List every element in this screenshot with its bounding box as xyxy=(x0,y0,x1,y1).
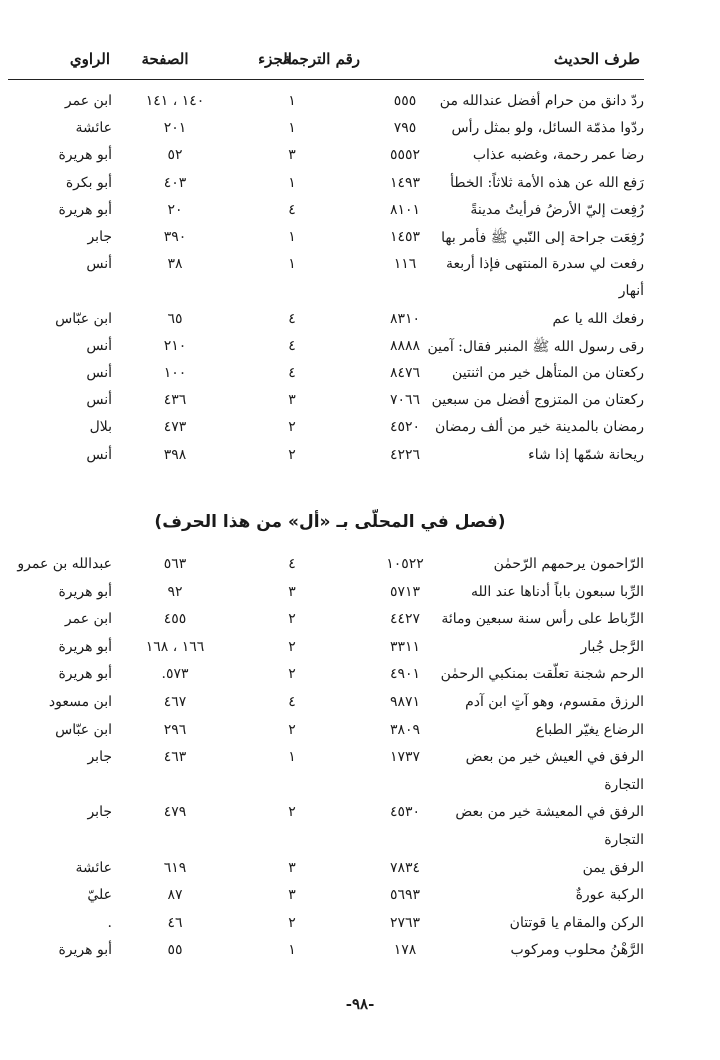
narrator-name: عبدالله بن عمرو xyxy=(17,556,112,572)
entry-number: ١١٦ xyxy=(393,256,417,273)
hadith-text: ريحانة شمّها إذا شاء xyxy=(528,446,644,463)
hadith-text: رضا عمر رحمة، وغضبه عذاب xyxy=(472,147,644,164)
narrator-name: أنس xyxy=(86,256,112,273)
volume-number: ٣ xyxy=(288,583,296,600)
page-reference: ١٦٦ ، ١٦٨ xyxy=(145,638,205,655)
page-reference: ٥٦٣ xyxy=(163,556,187,572)
page-reference: ٨٧ xyxy=(167,887,183,904)
narrator-name: أبو هريرة xyxy=(58,583,112,600)
hadith-text: رفعت لي سدرة المنتهى فإذا أربعة xyxy=(445,256,644,273)
entry-number: ٨٣١٠ xyxy=(389,310,421,327)
volume-number: ٤ xyxy=(288,310,296,327)
page-reference: ٦١٩ xyxy=(163,859,187,876)
hadith-text: الرّاحمون يرحمهم الرّحمٰن xyxy=(493,556,644,572)
page-reference: ٢١٠ xyxy=(163,337,187,354)
header-page: الصفحة xyxy=(141,50,189,68)
hadith-text: ردّ دانق من حرام أفضل عندالله من xyxy=(439,93,644,109)
narrator-name: جابر xyxy=(87,749,112,766)
volume-number: ٢ xyxy=(288,611,296,628)
narrator-name: . xyxy=(107,914,112,931)
entry-number: ٤٩٠١ xyxy=(389,666,421,683)
page-reference: ٤٦ xyxy=(167,914,183,931)
narrator-name: جابر xyxy=(87,804,112,821)
narrator-name: أبو بكرة xyxy=(65,174,112,191)
volume-number: ١ xyxy=(288,256,296,273)
page-reference: ٤٧٣ xyxy=(163,419,187,436)
hadith-text: الرَّهْنُ محلوب ومركوب xyxy=(510,942,644,959)
header-narrator: الراوي xyxy=(69,50,110,68)
hadith-text: الركن والمقام يا قوتتان xyxy=(509,914,644,931)
entry-number: ٣٣١١ xyxy=(389,638,421,655)
entry-number: ١٧٣٧ xyxy=(389,749,421,766)
volume-number: ٢ xyxy=(288,804,296,821)
page-reference: ٢٠ xyxy=(167,201,183,218)
narrator-name: ابن مسعود xyxy=(48,694,112,710)
narrator-name: أبو هريرة xyxy=(58,942,112,959)
volume-number: ٤ xyxy=(288,337,296,354)
narrator-name: ابن عبّاس xyxy=(55,721,112,738)
hadith-text: أنهار xyxy=(618,283,644,300)
volume-number: ١ xyxy=(288,942,296,959)
page-reference: ٤٥٥ xyxy=(163,611,187,628)
volume-number: ٤ xyxy=(288,201,296,218)
volume-number: ٣ xyxy=(288,147,296,164)
entry-number: ٥٦٩٣ xyxy=(389,887,421,904)
narrator-name: عائشة xyxy=(75,120,112,137)
hadith-text: الرِّباط على رأس سنة سبعين ومائة xyxy=(441,611,644,628)
page-reference: ٣٩٠ xyxy=(163,229,187,245)
entry-number: ٥٧١٣ xyxy=(389,583,421,600)
hadith-text: التجارة xyxy=(604,832,644,848)
volume-number: ٣ xyxy=(288,887,296,904)
narrator-name: أنس xyxy=(86,392,112,409)
volume-number: ١ xyxy=(288,229,296,245)
volume-number: ١ xyxy=(288,174,296,191)
header-hadith: طرف الحديث xyxy=(553,50,640,68)
hadith-text: رَفع الله عن هذه الأمة ثلاثاً: الخطأ xyxy=(450,174,644,191)
hadith-text: رمضان بالمدينة خير من ألف رمضان xyxy=(434,419,644,436)
entry-number: ٣٨٠٩ xyxy=(389,721,421,738)
page-reference: ٤٠٣ xyxy=(163,174,187,191)
volume-number: ١ xyxy=(288,120,296,137)
section-title: (فصل في المحلّى بـ «أل» من هذا الحرف) xyxy=(154,512,506,532)
narrator-name: ابن عمر xyxy=(64,611,112,628)
hadith-text: الرحم شجنة تعلّقت بمنكبي الرحمٰن xyxy=(440,666,644,683)
entry-number: ٤٥٣٠ xyxy=(389,804,421,821)
hadith-text: رقى رسول الله ﷺ المنبر فقال: آمين xyxy=(427,338,644,355)
narrator-name: أنس xyxy=(86,337,112,354)
volume-number: ٢ xyxy=(288,666,296,683)
page-reference: ٤٣٦ xyxy=(163,392,187,409)
hadith-text: الرِّبا سبعون باباً أدناها عند الله xyxy=(471,583,644,600)
entry-number: ١٧٨ xyxy=(393,942,417,959)
header-rule xyxy=(8,79,644,80)
hadith-text: الرفق يمن xyxy=(582,859,644,876)
entry-number: ٥٥٥٢ xyxy=(389,147,421,164)
page-reference: ٦٥ xyxy=(167,310,183,327)
entry-number: ٥٥٥ xyxy=(393,93,417,109)
entry-number: ٨٤٧٦ xyxy=(389,365,421,381)
narrator-name: أنس xyxy=(86,365,112,381)
entry-number: ٤٥٢٠ xyxy=(389,419,421,436)
page-reference: ٣٨ xyxy=(167,256,183,273)
entry-number: ٤٤٢٧ xyxy=(389,611,421,628)
hadith-text: الرفق في المعيشة خير من بعض xyxy=(455,804,644,821)
hadith-text: الركبة عورةٌ xyxy=(575,887,644,904)
entry-number: ٤٢٢٦ xyxy=(389,446,421,463)
narrator-name: ابن عبّاس xyxy=(55,310,112,327)
volume-number: ٣ xyxy=(288,859,296,876)
volume-number: ٢ xyxy=(288,419,296,436)
volume-number: ١ xyxy=(288,749,296,766)
page-reference: ٤٧٩ xyxy=(163,804,187,821)
hadith-text: الرَّجل جُبار xyxy=(580,638,644,655)
narrator-name: جابر xyxy=(87,229,112,245)
hadith-text: ردّوا مذمّة السائل، ولو بمثل رأس xyxy=(451,120,644,137)
entry-number: ٨١٠١ xyxy=(389,201,421,218)
narrator-name: عليّ xyxy=(87,887,112,904)
hadith-text: رُفِعت إليّ الأرضُ فرأيتُ مدينةً xyxy=(470,201,644,218)
volume-number: ١ xyxy=(288,93,296,109)
volume-number: ٢ xyxy=(288,721,296,738)
volume-number: ٤ xyxy=(288,556,296,572)
hadith-text: الرفق في العيش خير من بعض xyxy=(465,749,644,766)
page-reference: ٤٦٣ xyxy=(163,749,187,766)
page-reference: ٥٢ xyxy=(167,147,183,164)
entry-number: ٨٨٨٨ xyxy=(389,337,421,354)
page-number: -٩٨- xyxy=(345,995,375,1013)
volume-number: ٢ xyxy=(288,914,296,931)
volume-number: ٢ xyxy=(288,638,296,655)
page-reference: ٥٥ xyxy=(167,942,183,959)
page-reference: ٢٩٦ xyxy=(163,721,187,738)
entry-number: ١٤٩٣ xyxy=(389,174,421,191)
page-reference: ٥٧٣. xyxy=(161,666,189,683)
narrator-name: أبو هريرة xyxy=(58,666,112,683)
page-reference: ١٠٠ xyxy=(163,365,187,381)
hadith-text: رفعك الله يا عم xyxy=(552,310,644,327)
narrator-name: ابن عمر xyxy=(64,93,112,109)
narrator-name: عائشة xyxy=(75,859,112,876)
hadith-text: الرزق مقسوم، وهو آتٍ ابن آدم xyxy=(465,694,644,710)
narrator-name: أنس xyxy=(86,446,112,463)
volume-number: ٣ xyxy=(288,392,296,409)
table-header xyxy=(10,50,640,74)
entry-number: ١٤٥٣ xyxy=(389,229,421,245)
hadith-text: ركعتان من المتأهل خير من اثنتين xyxy=(452,365,644,381)
hadith-text: التجارة xyxy=(604,776,644,793)
narrator-name: أبو هريرة xyxy=(58,147,112,164)
entry-number: ٩٨٧١ xyxy=(389,694,421,710)
header-juz: الجزء xyxy=(258,50,292,68)
page-reference: ٣٩٨ xyxy=(163,446,187,463)
hadith-text: الرضاع يغيّر الطباع xyxy=(535,721,644,738)
volume-number: ٢ xyxy=(288,446,296,463)
narrator-name: أبو هريرة xyxy=(58,638,112,655)
narrator-name: بلال xyxy=(89,419,112,436)
page-reference: ٤٦٧ xyxy=(163,694,187,710)
narrator-name: أبو هريرة xyxy=(58,201,112,218)
header-number: رقم الترجمة xyxy=(282,50,360,68)
volume-number: ٤ xyxy=(288,365,296,381)
volume-number: ٤ xyxy=(288,694,296,710)
entry-number: ٢٧٦٣ xyxy=(389,914,421,931)
entry-number: ٧٨٣٤ xyxy=(389,859,421,876)
hadith-text: رُفِعَت جراحة إلى النّبي ﷺ فأمر بها xyxy=(441,230,644,246)
entry-number: ١٠٥٢٢ xyxy=(386,556,424,572)
hadith-text: ركعتان من المتزوج أفضل من سبعين xyxy=(431,392,644,409)
page-reference: ١٤٠ ، ١٤١ xyxy=(145,93,205,109)
entry-number: ٧٠٦٦ xyxy=(389,392,421,409)
entry-number: ٧٩٥ xyxy=(393,120,417,137)
page-reference: ٢٠١ xyxy=(163,120,187,137)
page-reference: ٩٢ xyxy=(167,583,183,600)
